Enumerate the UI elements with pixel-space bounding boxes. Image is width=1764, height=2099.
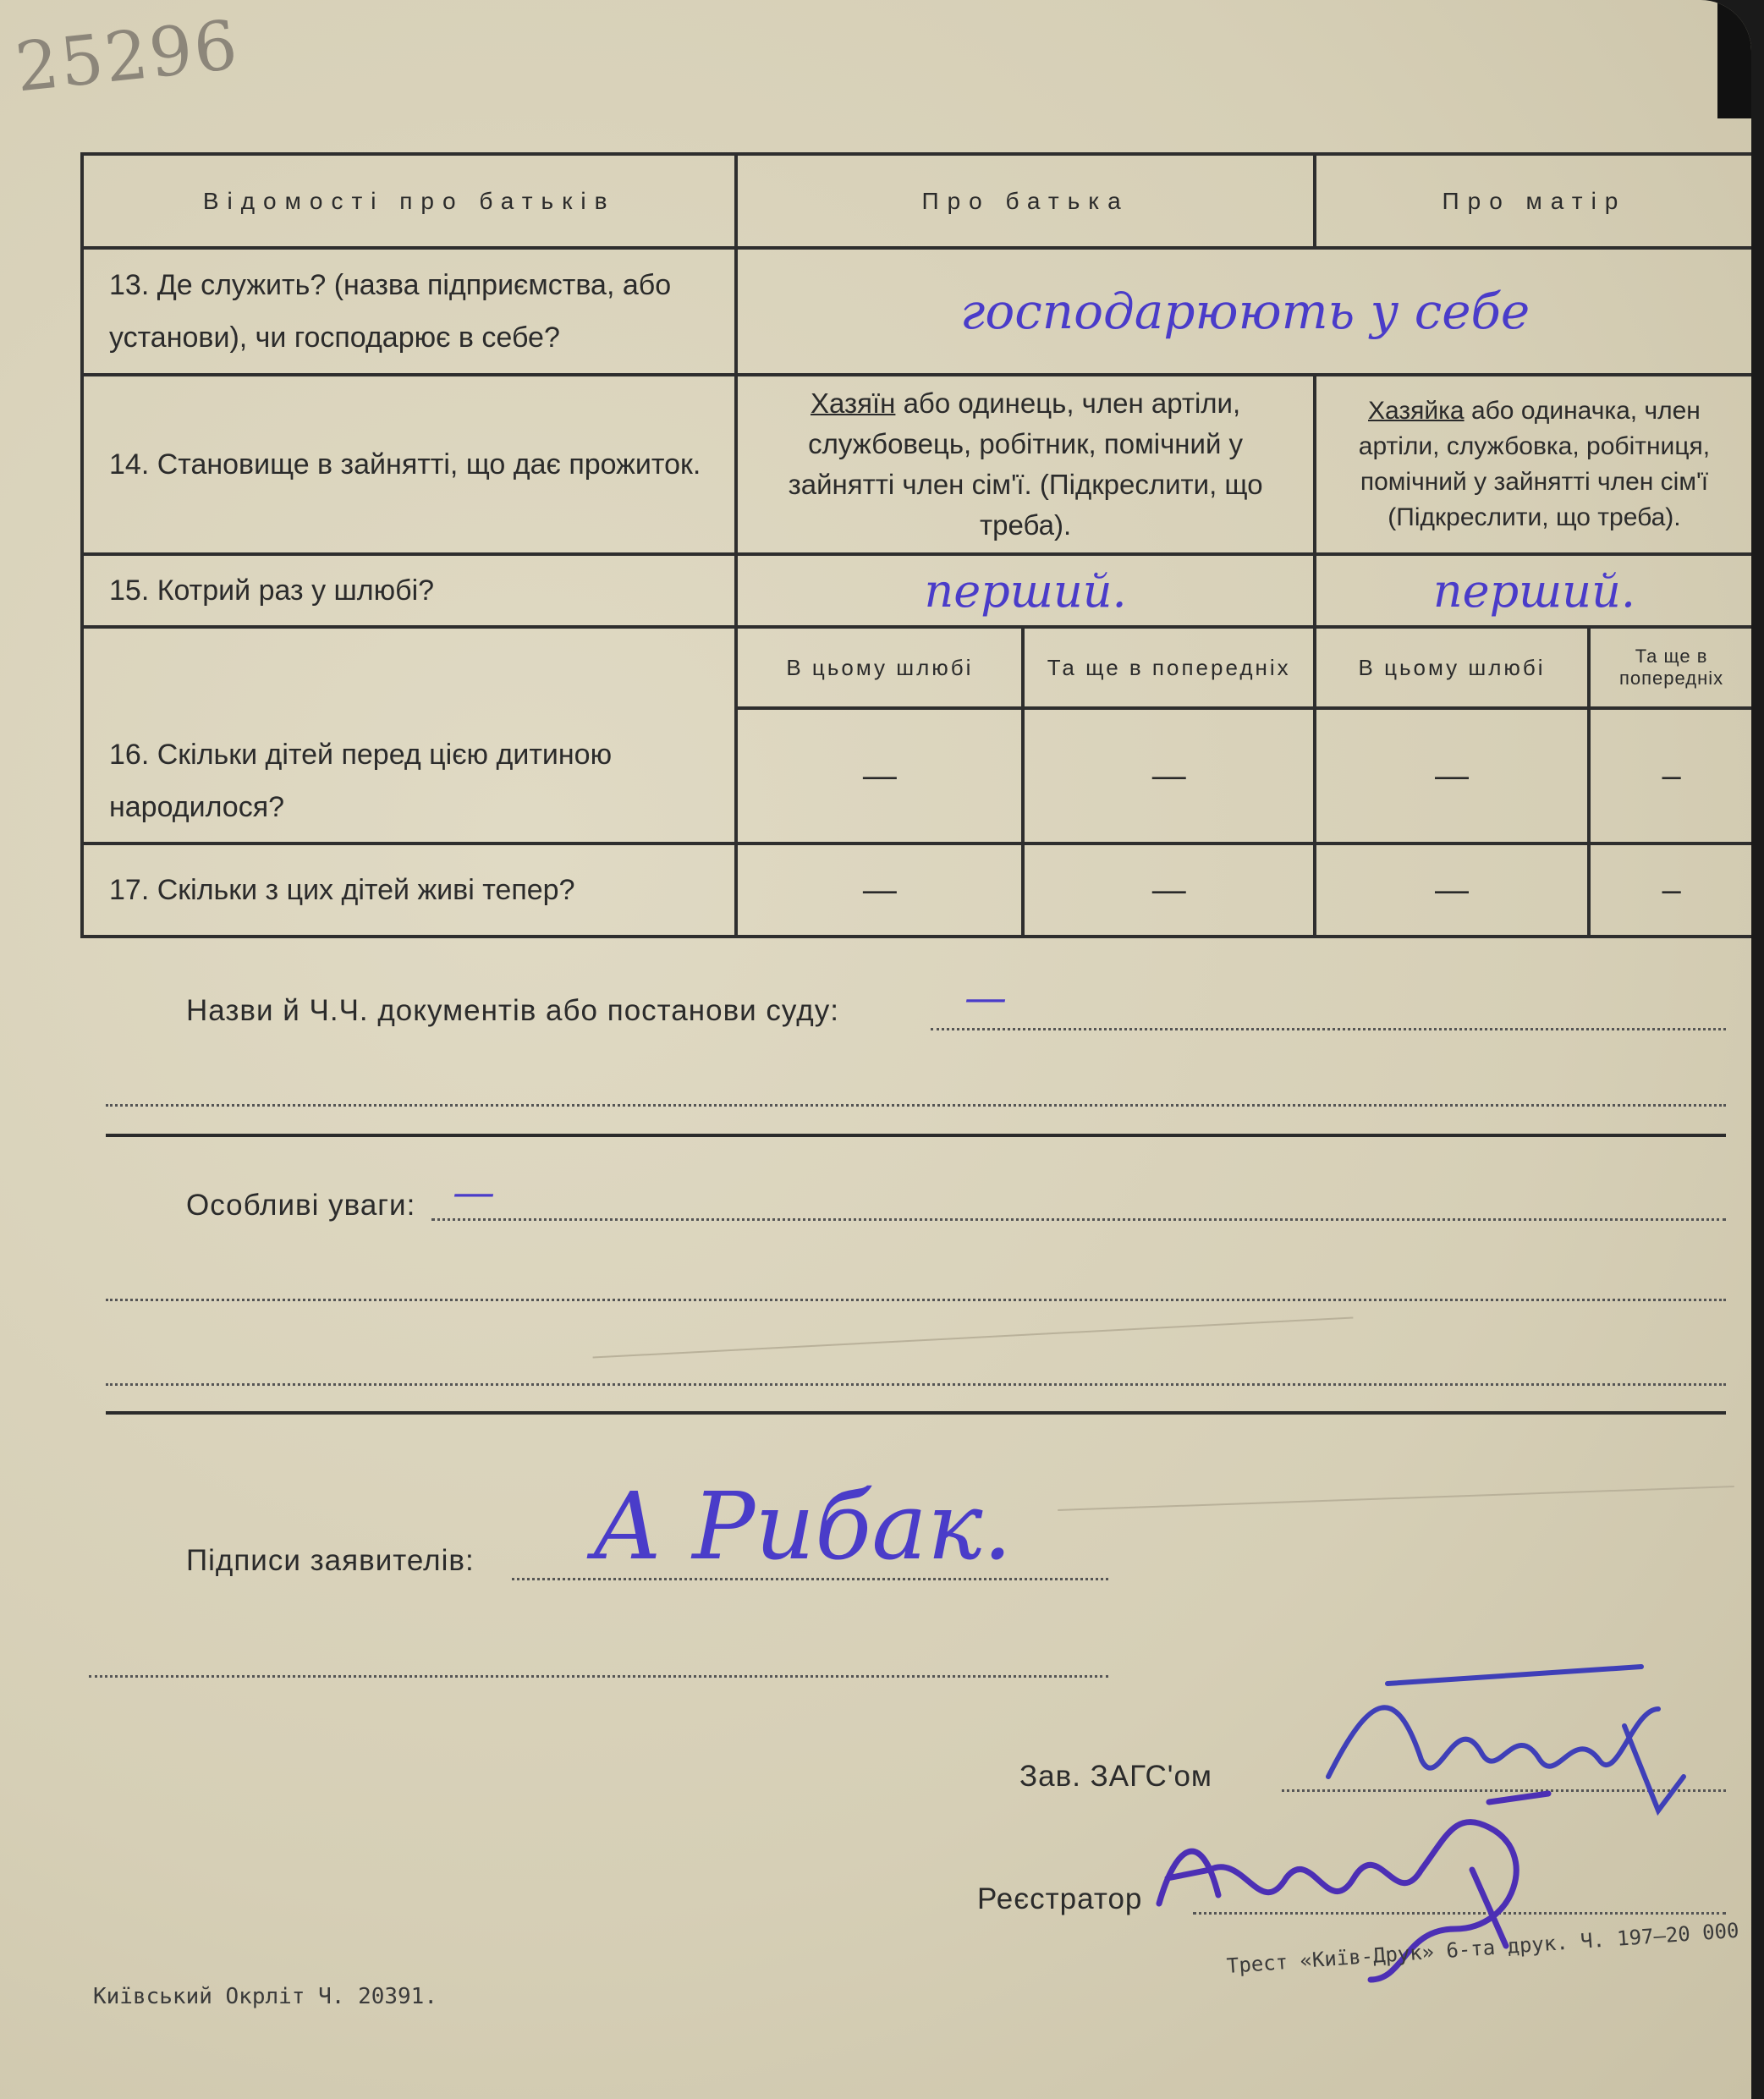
question-14: 14. Становище в зайнятті, що дає прожиток. [82, 375, 736, 554]
q16-father-this: — [736, 708, 1023, 843]
page-corner-shadow [1717, 0, 1751, 118]
notes-dotted-line-3 [106, 1383, 1726, 1386]
question-13: 13. Де служить? (назва підприємства, або установи), чи господарює в себе? [82, 248, 736, 375]
subheader-father-previous: Та ще в попередніх [1023, 627, 1314, 708]
mother-status-underlined: Хазяйка [1368, 397, 1465, 425]
notes-dotted-line-2 [106, 1299, 1726, 1301]
answer-15-father: перший. [736, 554, 1315, 627]
header-mother: Про матір [1315, 154, 1751, 248]
notes-label: Особливі уваги: [186, 1189, 416, 1222]
notes-value: — [453, 1168, 495, 1217]
archive-number: 25296 [11, 5, 243, 107]
answer-13: господарюють у себе [736, 248, 1751, 375]
paper-crease [593, 1316, 1354, 1358]
zags-head-label: Зав. ЗАГС'ом [1019, 1760, 1212, 1793]
q17-mother-previous: – [1589, 843, 1751, 937]
father-status-underlined: Хазяїн [811, 387, 896, 419]
notes-dotted-line [431, 1218, 1726, 1221]
applicants-dotted-line-2 [89, 1675, 1108, 1678]
q17-mother-this: — [1315, 843, 1589, 937]
q17-father-this: — [736, 843, 1023, 937]
mother-status-options: або одиначка, член артіли, службовка, робітниця, помічний у зайнятті член сім'ї (Підкреслити, що треба). [1358, 397, 1711, 531]
documents-dotted-line [931, 1028, 1726, 1030]
question-16: 16. Скільки дітей перед цією дитиною народилося? [82, 627, 736, 843]
subheader-mother-previous: Та ще в попередніх [1589, 627, 1751, 708]
subheader-father-this-marriage: В цьому шлюбі [736, 627, 1023, 708]
header-parents-info: Відомості про батьків [82, 154, 736, 248]
applicants-dotted-line [512, 1578, 1108, 1580]
q16-mother-previous: – [1589, 708, 1751, 843]
answer-14-father [736, 375, 1315, 554]
subheader-mother-this-marriage: В цьому шлюбі [1315, 627, 1589, 708]
documents-value: — [964, 973, 1007, 1022]
question-15: 15. Котрий раз у шлюбі? [82, 554, 736, 627]
q16-father-previous: — [1023, 708, 1314, 843]
parents-info-table [80, 152, 1751, 938]
q17-father-previous: — [1023, 843, 1314, 937]
section-divider-1 [106, 1134, 1726, 1137]
registrar-label: Реєстратор [977, 1882, 1143, 1915]
section-divider-2 [106, 1411, 1726, 1415]
question-17: 17. Скільки з цих дітей живі тепер? [82, 843, 736, 937]
father-status-options: або одинець, член артіли, службовець, робітник, помічний у зайнятті член сім'ї. (Підкреслити, що треба). [788, 387, 1263, 541]
paper-crease-2 [1058, 1486, 1734, 1511]
footer-left: Київський Окрліт Ч. 20391. [93, 1984, 437, 2009]
footer-right: Трест «Київ-Друк» 6-та друк. Ч. 197—20 000 [1226, 1918, 1740, 1978]
q16-mother-this: — [1315, 708, 1589, 843]
applicants-signature: А Рибак. [592, 1472, 1013, 1580]
answer-15-mother: перший. [1315, 554, 1751, 627]
header-father: Про батька [736, 154, 1315, 248]
documents-label: Назви й Ч.Ч. документів або постанови суду: [186, 994, 839, 1027]
documents-dotted-line-2 [106, 1104, 1726, 1107]
applicants-label: Підписи заявителів: [186, 1544, 475, 1577]
answer-14-mother [1315, 375, 1751, 554]
